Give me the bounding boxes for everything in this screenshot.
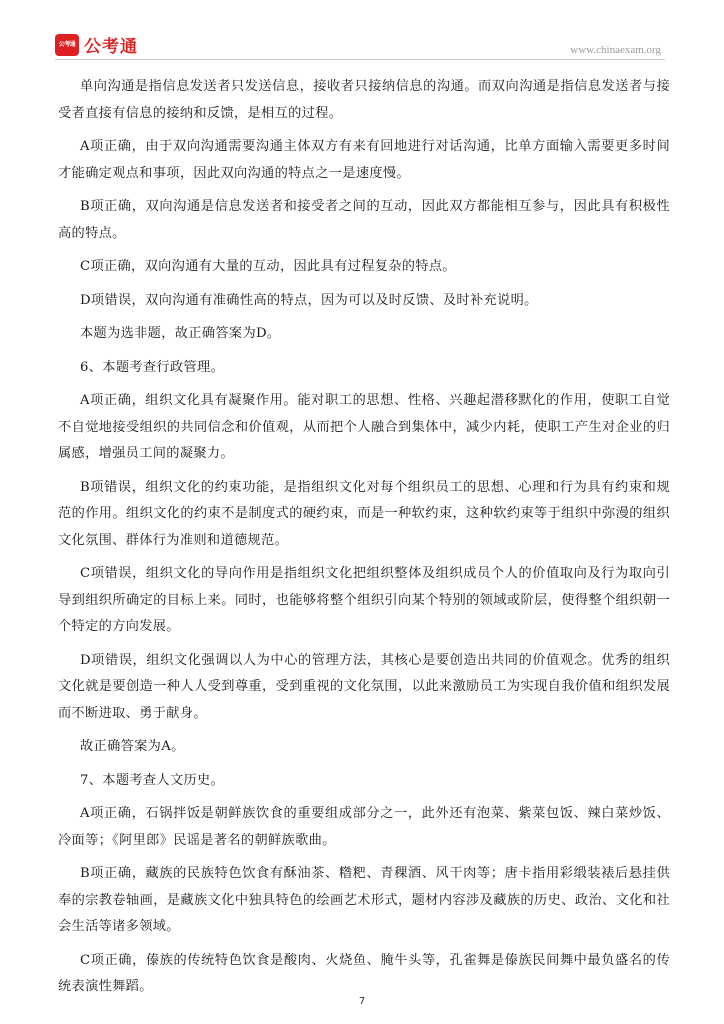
paragraph: A项正确，组织文化具有凝聚作用。能对职工的思想、性格、兴趣起潜移默化的作用，使职工自觉不自觉地接受组织的共同信念和价值观，从而把个人融合到集体中，减少内耗，使职工产生对企业的归属感，增强员工间的凝聚力。 (58, 393, 670, 461)
paragraph: D项错误，双向沟通有准确性高的特点，因为可以及时反馈、及时补充说明。 (80, 292, 538, 308)
section-heading: 7、本题考查人文历史。 (80, 772, 225, 788)
paragraph: 本题为选非题，故正确答案为D。 (80, 326, 281, 341)
paragraph: C项正确，双向沟通有大量的互动，因此具有过程复杂的特点。 (80, 259, 456, 274)
logo-text: 公考通 (84, 37, 138, 57)
paragraph: 故正确答案为A。 (80, 739, 185, 754)
section-heading: 6、本题考查行政管理。 (80, 359, 225, 375)
page-number: 7 (358, 996, 366, 1007)
logo-badge-icon: 公考通 (55, 34, 79, 56)
paragraph: 单向沟通是指信息发送者只发送信息，接收者只接纳信息的沟通。而双向沟通是指信息发送者与接受者直接有信息的接纳和反馈，是相互的过程。 (58, 79, 670, 121)
paragraph: A项正确，石锅拌饭是朝鲜族饮食的重要组成部分之一，此外还有泡菜、紫菜包饭、辣白菜炒饭、冷面等；《阿里郎》民谣是著名的朝鲜族歌曲。 (58, 806, 670, 848)
paragraph: C项正确，傣族的传统特色饮食是酸肉、火烧鱼、腌牛头等，孔雀舞是傣族民间舞中最负盛名的传统表演性舞蹈。 (58, 952, 670, 994)
brand-logo[interactable] (55, 32, 138, 57)
site-url[interactable]: www.chinaexam.org (570, 44, 661, 56)
header-divider (55, 59, 665, 60)
paragraph: D项错误，组织文化强调以人为中心的管理方法，其核心是要创造出共同的价值观念。优秀的组织文化就是要创造一种人人受到尊重，受到重视的文化氛围，以此来激励员工为实现自我价值和组织发展而不断进取、勇于献身。 (58, 652, 670, 721)
paragraph: C项错误，组织文化的导向作用是指组织文化把组织整体及组织成员个人的价值取向及行为取向引导到组织所确定的目标上来。同时，也能够将整个组织引向某个特别的领域或阶层，使得整个组织朝一个特定的方向发展。 (58, 566, 670, 634)
document-body (58, 74, 670, 1008)
page-header (55, 32, 665, 60)
paragraph: B项正确，双向沟通是信息发送者和接受者之间的互动，因此双方都能相互参与，因此具有积极性高的特点。 (58, 199, 670, 241)
paragraph: A项正确，由于双向沟通需要沟通主体双方有来有回地进行对话沟通，比单方面输入需要更多时间才能确定观点和事项，因此双向沟通的特点之一是速度慢。 (58, 139, 670, 181)
paragraph: B项正确，藏族的民族特色饮食有酥油茶、糌粑、青稞酒、风干肉等；唐卡指用彩缎装裱后悬挂供奉的宗教卷轴画，是藏族文化中独具特色的绘画艺术形式，题材内容涉及藏族的历史、政治、文化和社会生活等诸多领域。 (58, 866, 670, 934)
paragraph: B项错误，组织文化的约束功能，是指组织文化对每个组织员工的思想、心理和行为具有约束和规范的作用。组织文化的约束不是制度式的硬约束，而是一种软约束，这种软约束等于组织中弥漫的组织文化氛围、群体行为准则和道德规范。 (58, 479, 670, 548)
